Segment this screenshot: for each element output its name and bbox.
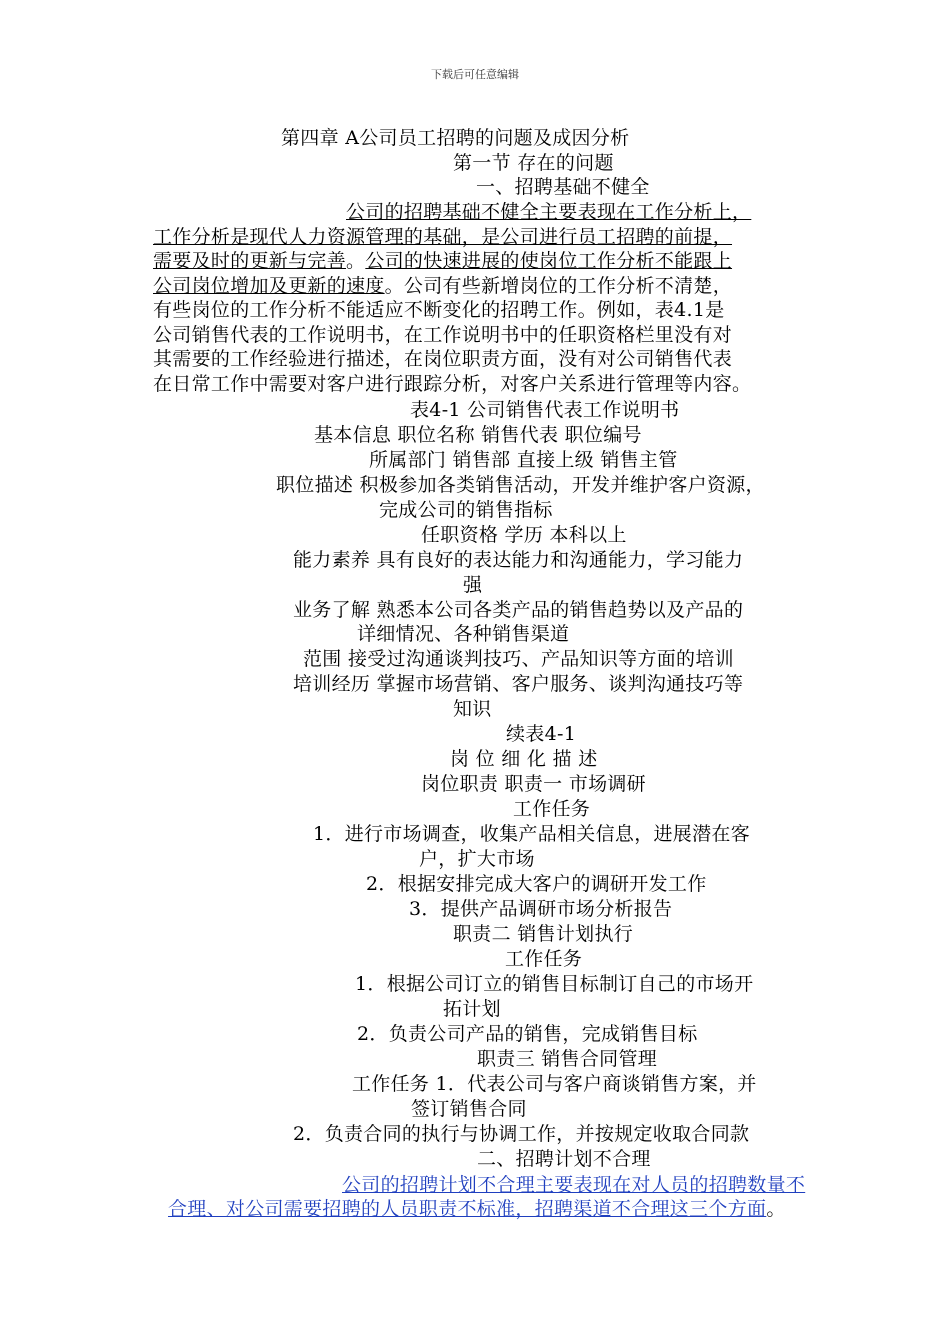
table-2-row: 户，扩大市场 — [419, 848, 535, 870]
table-2-row: 1．进行市场调查，收集产品相关信息，进展潜在客 — [313, 823, 750, 845]
paragraph-2-line-2[interactable]: 合理、对公司需要招聘的人员职责不标准，招聘渠道不合理这三个方面。 — [168, 1198, 786, 1220]
paragraph-1-line-5: 有些岗位的工作分析不能适应不断变化的招聘工作。例如，表4.1是 — [153, 299, 725, 321]
paragraph-2-line-1[interactable]: 公司的招聘计划不合理主要表现在对人员的招聘数量不 — [342, 1174, 806, 1196]
subsection-title-2: 二、招聘计划不合理 — [477, 1148, 651, 1170]
table-1-row: 业务了解 熟悉本公司各类产品的销售趋势以及产品的 — [293, 599, 744, 621]
section-title: 第一节 存在的问题 — [453, 152, 614, 174]
table-1-row: 基本信息 职位名称 销售代表 职位编号 — [314, 424, 642, 446]
chapter-title: 第四章 A公司员工招聘的问题及成因分析 — [281, 127, 630, 149]
table-2-row: 工作任务 1．代表公司与客户商谈销售方案，并 — [352, 1073, 757, 1095]
page-header: 下载后可任意编辑 — [431, 68, 519, 81]
table-1-row: 能力素养 具有良好的表达能力和沟通能力，学习能力 — [293, 549, 744, 571]
table-2-row: 2．负责合同的执行与协调工作，并按规定收取合同款 — [293, 1123, 750, 1145]
paragraph-1-line-1: 公司的招聘基础不健全主要表现在工作分析上， — [346, 201, 752, 223]
table-1-row: 知识 — [453, 698, 492, 720]
table-1-row: 范围 接受过沟通谈判技巧、产品知识等方面的培训 — [303, 648, 734, 670]
table-1-row: 培训经历 掌握市场营销、客户服务、谈判沟通技巧等 — [293, 673, 744, 695]
table-2-row: 岗 位 细 化 描 述 — [450, 748, 598, 770]
table-2-row: 职责二 销售计划执行 — [453, 923, 634, 945]
table-2-row: 岗位职责 职责一 市场调研 — [421, 773, 646, 795]
table-2-row: 1．根据公司订立的销售目标制订自己的市场开 — [355, 973, 754, 995]
table-2-row: 2．负责公司产品的销售，完成销售目标 — [357, 1023, 698, 1045]
table-2-row: 2．根据安排完成大客户的调研开发工作 — [366, 873, 707, 895]
table-2-row: 工作任务 — [505, 948, 583, 970]
table-1-row: 所属部门 销售部 直接上级 销售主管 — [369, 449, 678, 471]
paragraph-1-line-2: 工作分析是现代人力资源管理的基础，是公司进行员工招聘的前提， — [153, 226, 733, 248]
subsection-title-1: 一、招聘基础不健全 — [476, 176, 650, 198]
table-1-row: 完成公司的销售指标 — [379, 499, 553, 521]
paragraph-1-line-6: 公司销售代表的工作说明书，在工作说明书中的任职资格栏里没有对 — [153, 324, 733, 346]
table-1-row: 强 — [463, 574, 483, 596]
table-1-row: 任职资格 学历 本科以上 — [421, 524, 627, 546]
paragraph-1-line-7: 其需要的工作经验进行描述，在岗位职责方面，没有对公司销售代表 — [153, 348, 733, 370]
table-1-caption: 表4-1 公司销售代表工作说明书 — [410, 399, 680, 421]
table-2-row: 3．提供产品调研市场分析报告 — [409, 898, 673, 920]
table-2-row: 拓计划 — [443, 998, 501, 1020]
table-1-row: 职位描述 积极参加各类销售活动，开发并维护客户资源， — [276, 474, 765, 496]
paragraph-1-line-8: 在日常工作中需要对客户进行跟踪分析，对客户关系进行管理等内容。 — [153, 373, 752, 395]
paragraph-1-line-4: 公司岗位增加及更新的速度。公司有些新增岗位的工作分析不清楚， — [153, 275, 733, 297]
table-2-row: 签订销售合同 — [411, 1098, 527, 1120]
paragraph-1-line-3: 需要及时的更新与完善。公司的快速进展的使岗位工作分析不能跟上 — [153, 250, 733, 272]
table-1-row: 详细情况、各种销售渠道 — [357, 623, 570, 645]
table-2-caption: 续表4-1 — [506, 723, 577, 745]
table-2-row: 职责三 销售合同管理 — [477, 1048, 658, 1070]
table-2-row: 工作任务 — [513, 798, 591, 820]
